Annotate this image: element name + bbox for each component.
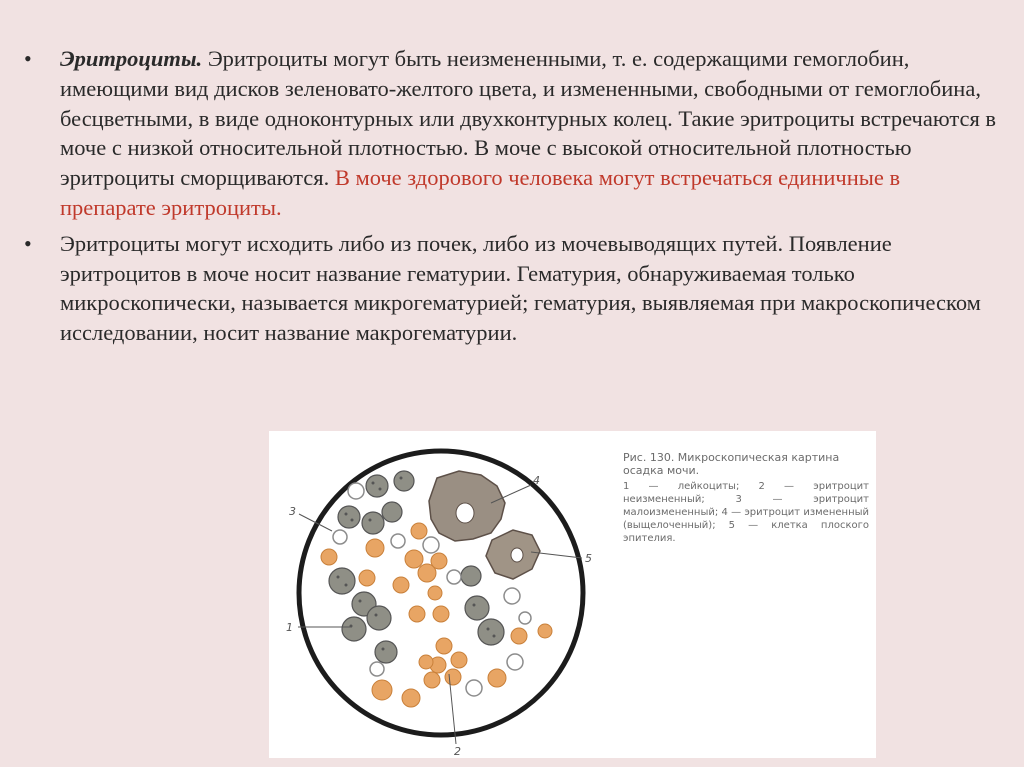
caption-legend: 1 — лейкоциты; 2 — эритроцит неизмененный; 3 — эритроцит малоизмененный; 4 — эритроцит измененный (выщелоченный); 5 — клетка плоского эпителия. <box>623 481 869 544</box>
figure-label-4: 4 <box>533 474 540 487</box>
erythrocyte <box>538 624 552 638</box>
leukocyte <box>342 617 366 641</box>
leukocyte <box>394 471 414 491</box>
erythrocyte <box>402 689 420 707</box>
ghost-erythrocyte <box>391 534 405 548</box>
epithelial-nucleus <box>511 548 523 562</box>
bullet-dot: • <box>24 230 32 256</box>
erythrocyte <box>511 628 527 644</box>
ghost-erythrocyte <box>519 612 531 624</box>
bullet-text: Эритроциты могут исходить либо из почек, либо из мочевыводящих путей. Появление эритроцитов в моче носит название гематурии. Гематурия, обнаруживаемая только микроскопически, называется микрогематурией; гематурия, выявляемая при макроскопическом исследовании, носит название макрогематурии. <box>60 230 981 346</box>
leukocyte <box>362 512 384 534</box>
highlight-text: В моче здорового человека могут встречаться единичные в препарате эритроциты. <box>60 165 901 220</box>
figure-label-5: 5 <box>585 552 592 565</box>
erythrocyte <box>366 539 384 557</box>
term-erythrocytes: Эритроциты. <box>60 46 203 71</box>
figure-caption <box>623 451 869 545</box>
erythrocyte <box>405 550 423 568</box>
erythrocyte <box>451 652 467 668</box>
bullet-list <box>24 44 999 348</box>
erythrocyte <box>428 586 442 600</box>
erythrocyte <box>431 553 447 569</box>
figure-label-1: 1 <box>286 621 293 634</box>
erythrocyte <box>419 655 433 669</box>
erythrocyte <box>445 669 461 685</box>
erythrocyte <box>321 549 337 565</box>
ghost-erythrocyte <box>466 680 482 696</box>
ghost-erythrocyte <box>447 570 461 584</box>
leukocyte <box>329 568 355 594</box>
ghost-erythrocyte <box>504 588 520 604</box>
bullet-hematuria <box>24 229 999 348</box>
leukocyte <box>382 502 402 522</box>
erythrocyte <box>488 669 506 687</box>
ghost-erythrocyte <box>333 530 347 544</box>
figure-label-3: 3 <box>289 505 296 518</box>
figure-urine-sediment <box>269 431 876 758</box>
ghost-erythrocyte <box>370 662 384 676</box>
leukocyte <box>367 606 391 630</box>
leukocyte <box>338 506 360 528</box>
leukocyte <box>465 596 489 620</box>
bullet-dot: • <box>24 46 32 71</box>
bullet-erythrocytes <box>24 44 999 223</box>
erythrocyte <box>409 606 425 622</box>
leukocyte <box>478 619 504 645</box>
erythrocyte <box>411 523 427 539</box>
ghost-erythrocyte <box>348 483 364 499</box>
figure-label-2: 2 <box>454 745 461 758</box>
ghost-erythrocyte <box>423 537 439 553</box>
leukocyte <box>461 566 481 586</box>
erythrocyte <box>359 570 375 586</box>
epithelial-nucleus <box>456 503 474 523</box>
ghost-erythrocyte <box>507 654 523 670</box>
erythrocyte <box>424 672 440 688</box>
leukocyte <box>366 475 388 497</box>
erythrocyte <box>436 638 452 654</box>
erythrocyte <box>372 680 392 700</box>
bullet-text: Эритроциты могут быть неизмененными, т. е. содержащими гемоглобин, имеющими вид дисков зеленовато-желтого цвета, и измененными, свободными от гемоглобина, бесцветными, в виде одноконтурных или двухконтурных колец. Такие эритроциты встречаются в моче с низкой относительной плотностью. В моче с высокой относительной плотностью эритроциты сморщиваются. <box>60 46 997 191</box>
caption-title: Рис. 130. Микроскопическая картина осадка мочи. <box>623 451 840 477</box>
erythrocyte <box>433 606 449 622</box>
erythrocyte <box>393 577 409 593</box>
leukocyte <box>375 641 397 663</box>
